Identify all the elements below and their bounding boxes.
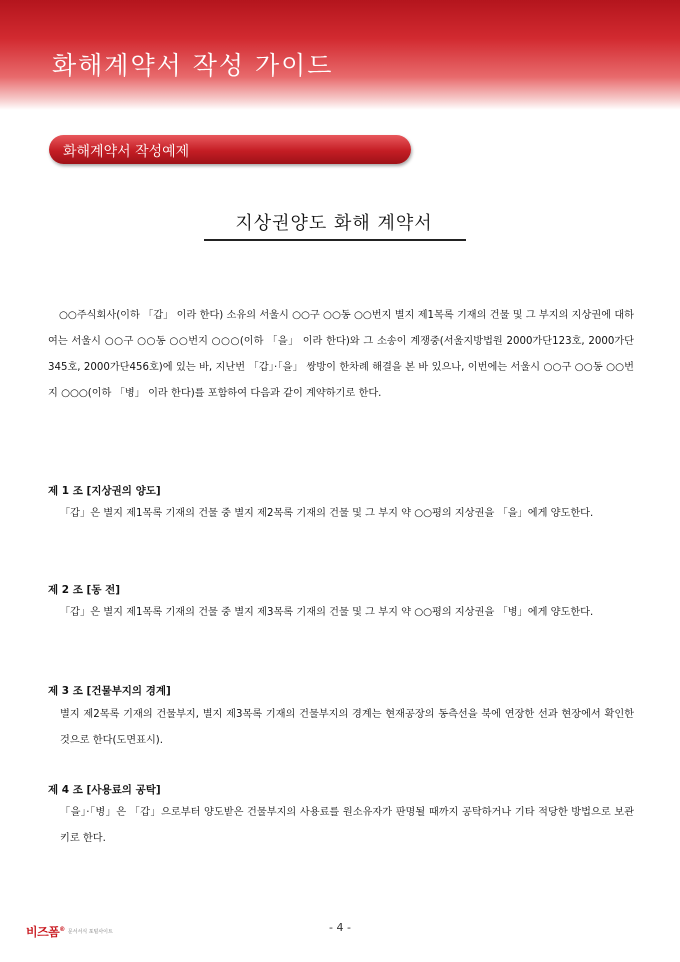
article-4-heading: 제 4 조 [사용료의 공탁] <box>48 784 161 796</box>
article-2-heading: 제 2 조 [동 전] <box>48 584 121 596</box>
intro-paragraph: ○○주식회사(이하 「갑」 이라 한다) 소유의 서울시 ○○구 ○○동 ○○번지 별지 제1목록 기재의 건물 및 그 부지의 지상권에 대하여는 서울시 ○○구 ○○동 ○○번지 ○○○(이하 「을」 이라 한다)와 그 소송이 계쟁중(서울지방법원 2000가단123호, 2000가단345호, 2000가단456호)에 있는 바, 지난번 「갑」·「을」 쌍방이 한차례 해결을 본 바 있으나, 이번에는 서울시 ○○구 ○○동 ○○번지 ○○○(이하 「병」 이라 한다)를 포함하여 다음과 같이 계약하기로 한다. <box>48 310 634 399</box>
page-number: - 4 - <box>329 921 351 934</box>
article-1-body: 「갑」은 별지 제1목록 기재의 건물 중 별지 제2목록 기재의 건물 및 그 부지 약 ○○평의 지상권을 「을」에게 양도한다. <box>60 508 594 519</box>
section-label: 화해계약서 작성예제 <box>63 144 190 160</box>
page-title: 화해계약서 작성 가이드 <box>52 51 334 80</box>
document-title: 지상권양도 화해 계약서 <box>235 213 433 234</box>
logo-wordmark: 비즈폼® <box>26 925 65 939</box>
logo-tagline: 문서서식 포털사이트 <box>67 928 113 935</box>
section-label-pill <box>49 135 411 164</box>
title-underline <box>204 239 466 241</box>
article-3-body: 별지 제2목록 기재의 건물부지, 별지 제3목록 기재의 건물부지의 경계는 현재공장의 동측선을 북에 연장한 선과 현장에서 확인한 것으로 한다(도면표시). <box>60 709 634 746</box>
bizforms-logo <box>26 923 124 940</box>
article-2-body: 「갑」은 별지 제1목록 기재의 건물 중 별지 제3목록 기재의 건물 및 그 부지 약 ○○평의 지상권을 「병」에게 양도한다. <box>60 607 594 618</box>
article-3-heading: 제 3 조 [건물부지의 경계] <box>48 685 171 697</box>
article-4-body: 「을」·「병」은 「갑」으로부터 양도받은 건물부지의 사용료를 원소유자가 판명될 때까지 공탁하거나 기타 적당한 방법으로 보관키로 한다. <box>60 807 634 844</box>
article-1-heading: 제 1 조 [지상권의 양도] <box>48 485 161 497</box>
